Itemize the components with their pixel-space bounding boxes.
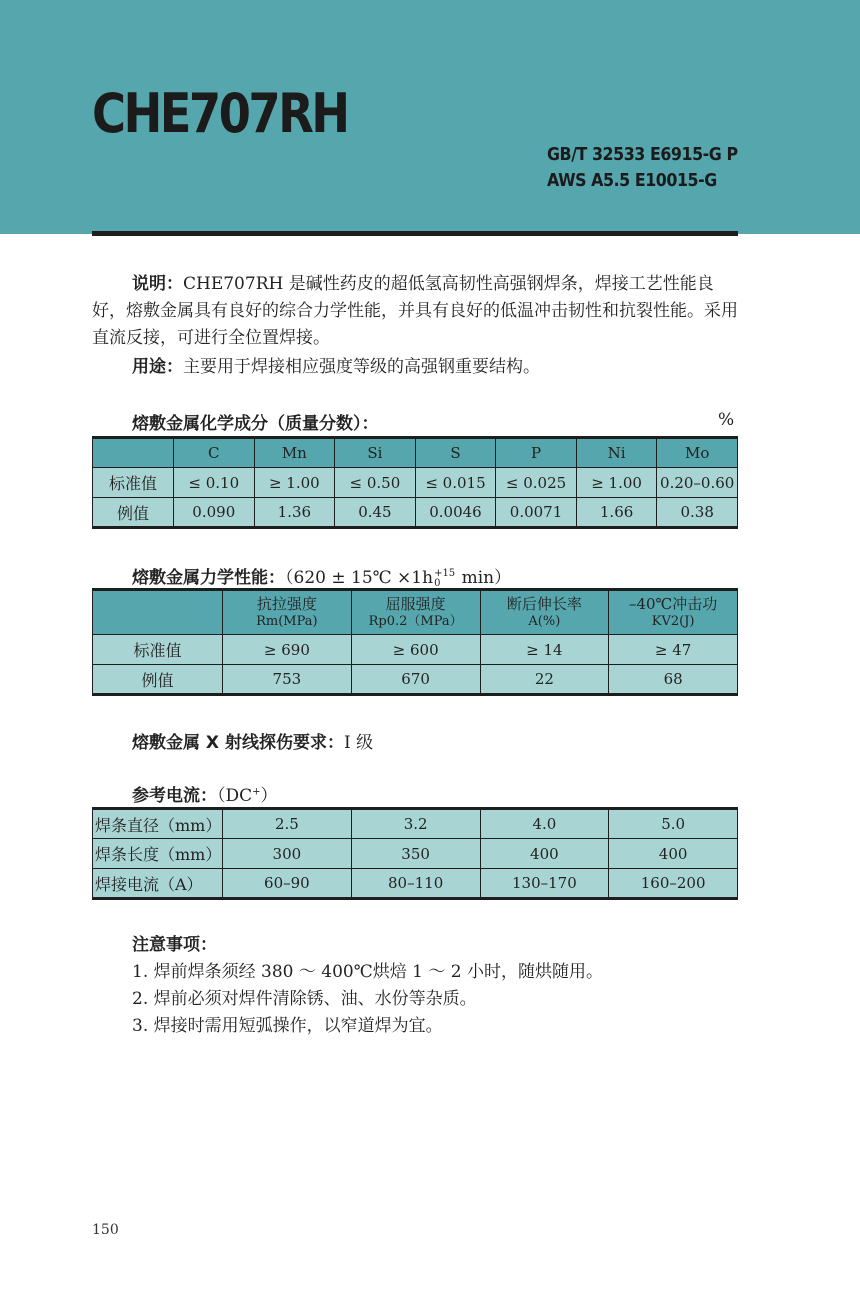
- table-cell: 3.2: [351, 809, 480, 839]
- table-row: [93, 869, 738, 899]
- table-row: [93, 468, 738, 498]
- mechanical-condition: （620 ± 15℃ ×1h +15 0 min）: [285, 567, 512, 589]
- page-number: 150: [92, 1222, 119, 1238]
- table-cell: 0.45: [335, 498, 416, 528]
- table-cell: 68: [609, 665, 738, 695]
- table-cell: 2.5: [223, 809, 352, 839]
- chemistry-col-p: P: [496, 438, 577, 468]
- list-item: 3. 焊接时需用短弧操作，以窄道焊为宜。: [132, 1016, 443, 1036]
- current-table: [92, 807, 738, 900]
- description-paragraph: [92, 271, 738, 352]
- row-label: 例值: [93, 498, 174, 528]
- table-cell: 350: [351, 839, 480, 869]
- table-row: [93, 635, 738, 665]
- table-cell: 0.38: [657, 498, 738, 528]
- table-row: [93, 809, 738, 839]
- product-title: CHE707RH: [92, 82, 348, 145]
- table-cell: 0.0046: [415, 498, 496, 528]
- mechanical-table: [92, 588, 738, 696]
- usage-label: 用途：: [132, 357, 183, 377]
- table-cell: ≤ 0.10: [174, 468, 255, 498]
- header-rule: [92, 231, 738, 236]
- table-cell: 400: [480, 839, 609, 869]
- mechanical-col-tensile: 抗拉强度 Rm(MPa): [223, 590, 352, 635]
- mechanical-col-impact: –40℃冲击功 KV2(J): [609, 590, 738, 635]
- table-row: [93, 498, 738, 528]
- mechanical-col-elongation: 断后伸长率 A(%): [480, 590, 609, 635]
- chemistry-header-row: [93, 438, 738, 468]
- table-cell: ≥ 14: [480, 635, 609, 665]
- table-cell: 160–200: [609, 869, 738, 899]
- row-label: 焊条长度（mm）: [93, 839, 223, 869]
- table-cell: 0.20–0.60: [657, 468, 738, 498]
- usage-text: 主要用于焊接相应强度等级的高强钢重要结构。: [183, 357, 540, 377]
- table-cell: 60–90: [223, 869, 352, 899]
- standard-gb: GB/T 32533 E6915-G P: [547, 144, 738, 165]
- usage-paragraph: [92, 354, 738, 381]
- row-label: 焊接电流（A）: [93, 869, 223, 899]
- table-cell: ≥ 690: [223, 635, 352, 665]
- table-cell: 670: [351, 665, 480, 695]
- table-cell: 0.090: [174, 498, 255, 528]
- chemistry-col-mo: Mo: [657, 438, 738, 468]
- xray-value: I 级: [343, 733, 374, 753]
- description-text: CHE707RH 是碱性药皮的超低氢高韧性高强钢焊条，焊接工艺性能良好，熔敷金属具有良好的综合力学性能，并具有良好的低温冲击韧性和抗裂性能。采用直流反接，可进行全位置焊接。: [92, 274, 738, 348]
- table-cell: 80–110: [351, 869, 480, 899]
- chemistry-title: 熔敷金属化学成分（质量分数）：: [132, 414, 379, 434]
- chemistry-col-c: C: [174, 438, 255, 468]
- table-row: [93, 839, 738, 869]
- table-cell: 1.36: [254, 498, 335, 528]
- table-cell: 1.66: [576, 498, 657, 528]
- notes-title: 注意事项：: [132, 935, 217, 955]
- table-cell: ≥ 600: [351, 635, 480, 665]
- table-cell: 22: [480, 665, 609, 695]
- mechanical-col-yield: 屈服强度 Rp0.2（MPa）: [351, 590, 480, 635]
- row-label: 标准值: [93, 635, 223, 665]
- chemistry-table: [92, 436, 738, 529]
- table-cell: 130–170: [480, 869, 609, 899]
- table-row: [93, 665, 738, 695]
- table-cell: 753: [223, 665, 352, 695]
- table-cell: ≤ 0.50: [335, 468, 416, 498]
- mechanical-corner-cell: [93, 590, 223, 635]
- table-cell: ≥ 1.00: [576, 468, 657, 498]
- row-label: 焊条直径（mm）: [93, 809, 223, 839]
- table-cell: 300: [223, 839, 352, 869]
- table-cell: ≥ 1.00: [254, 468, 335, 498]
- chemistry-corner-cell: [93, 438, 174, 468]
- row-label: 例值: [93, 665, 223, 695]
- xray-requirement: 熔敷金属 X 射线探伤要求：I 级: [132, 733, 374, 753]
- chemistry-col-mn: Mn: [254, 438, 335, 468]
- table-cell: ≤ 0.015: [415, 468, 496, 498]
- current-title: 参考电流：（DC+）: [132, 786, 278, 806]
- current-type: （DC+）: [217, 786, 278, 806]
- list-item: 2. 焊前必须对焊件清除锈、油、水份等杂质。: [132, 989, 477, 1009]
- row-label: 标准值: [93, 468, 174, 498]
- table-cell: ≤ 0.025: [496, 468, 577, 498]
- notes-section: [132, 932, 603, 1040]
- mechanical-header-row: [93, 590, 738, 635]
- table-cell: ≥ 47: [609, 635, 738, 665]
- standard-aws: AWS A5.5 E10015-G: [547, 170, 717, 191]
- description-label: 说明：: [132, 274, 183, 294]
- mechanical-title: 熔敷金属力学性能：（620 ± 15℃ ×1h +15 0 min）: [132, 567, 512, 589]
- list-item: 1. 焊前焊条须经 380 ～ 400℃烘焙 1 ～ 2 小时，随烘随用。: [132, 962, 603, 982]
- chemistry-col-s: S: [415, 438, 496, 468]
- chemistry-unit: %: [718, 410, 735, 430]
- table-cell: 5.0: [609, 809, 738, 839]
- table-cell: 400: [609, 839, 738, 869]
- table-cell: 4.0: [480, 809, 609, 839]
- chemistry-col-si: Si: [335, 438, 416, 468]
- table-cell: 0.0071: [496, 498, 577, 528]
- chemistry-col-ni: Ni: [576, 438, 657, 468]
